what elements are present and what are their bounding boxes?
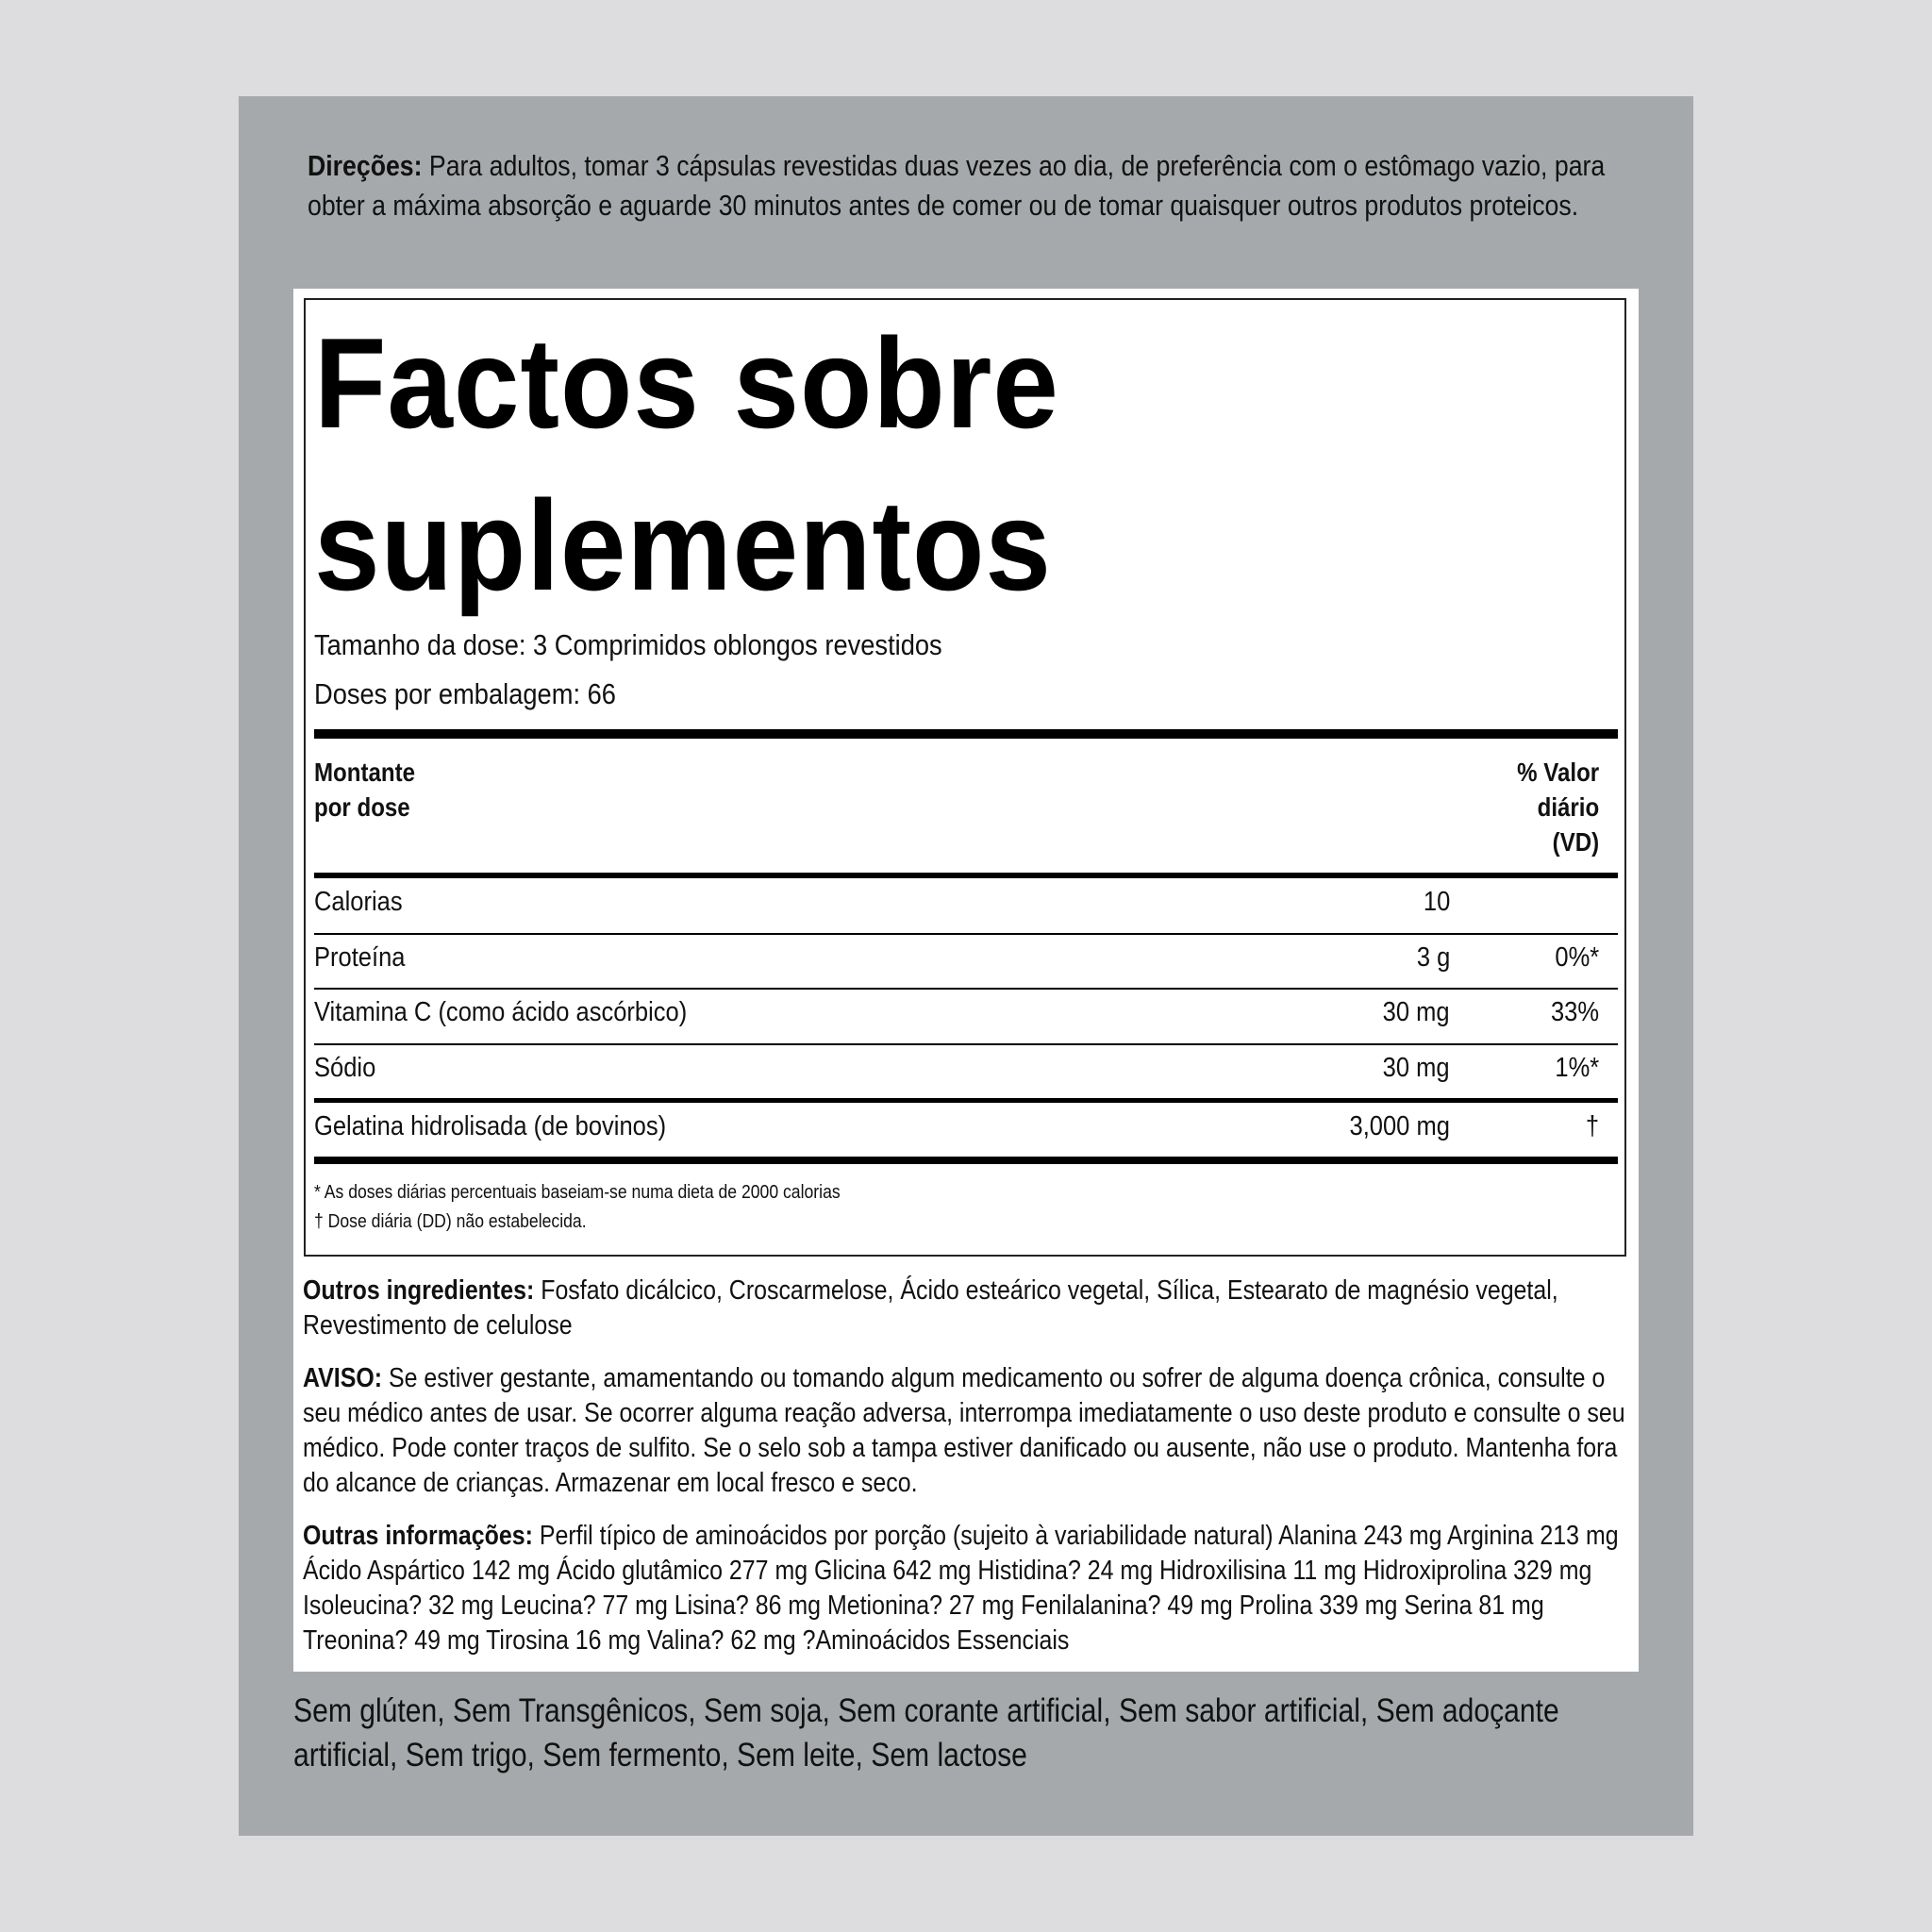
header-left-line1: Montante [314,758,416,787]
row-amount-gelatin: 3,000 mg [1349,1111,1450,1141]
row-label-vitamin-c: Vitamina C (como ácido ascórbico) [314,997,688,1027]
row-label-calories: Calorias [314,887,403,917]
other-ingredients-label: Outros ingredientes: [303,1275,535,1306]
serving-size: Tamanho da dose: 3 Comprimidos oblongos revestidos [314,628,942,661]
directions-body: Para adultos, tomar 3 cápsulas revestidas duas vezes ao dia, de preferência com o estômago vazio, para obter a máxima absorção e aguarde 30 minutos antes de comer ou de tomar quaisquer outros produtos proteicos. [308,149,1606,222]
row-divider [314,988,1618,990]
thick-rule-bottom [314,1157,1618,1164]
directions-text [308,146,1646,225]
other-ingredients [303,1274,1633,1343]
row-dv-protein: 0%* [1555,942,1599,973]
footnote-daily-values: * As doses diárias percentuais baseiam-se numa dieta de 2000 calorias [314,1182,841,1203]
facts-title-line2: suplementos [314,474,1052,617]
other-info [303,1519,1633,1658]
medium-rule [314,1098,1618,1103]
warning [303,1361,1633,1501]
row-dv-vitamin-c: 33% [1550,997,1599,1027]
row-label-sodium: Sódio [314,1053,376,1083]
row-dv-sodium: 1%* [1555,1053,1599,1083]
other-info-label: Outras informações: [303,1521,533,1551]
row-divider [314,1043,1618,1045]
header-left-line2: por dose [314,792,410,822]
other-info-body: Perfil típico de aminoácidos por porção (sujeito à variabilidade natural) Alanina 243 mg Arginina 213 mg Ácido Aspártico 142 mg Ácido glutâmico 277 mg Glicina 642 mg Histidina? 24 mg Hidroxilisina 11 mg Hidroxiprolina 329 mg Isoleucina? 32 mg Leucina? 77 mg Lisina? 86 mg Metionina? 27 mg Fenilalanina? 49 mg Prolina 339 mg Serina 81 mg Treonina? 49 mg Tirosina 16 mg Valina? 62 mg ?Aminoácidos Essenciais [303,1521,1619,1656]
other-ingredients-body: Fosfato dicálcico, Croscarmelose, Ácido esteárico vegetal, Sílica, Estearato de magnésio vegetal, Revestimento de celulose [303,1275,1558,1341]
header-right-line1: % Valor [1516,758,1599,787]
header-right-line3: (VD) [1552,827,1599,857]
row-label-gelatin: Gelatina hidrolisada (de bovinos) [314,1111,667,1141]
daily-value-header [1517,755,1599,859]
row-dv-gelatin: † [1585,1111,1599,1141]
row-amount-sodium: 30 mg [1383,1053,1450,1083]
facts-title-line1: Factos sobre [314,311,1059,455]
thick-rule-header [314,873,1618,878]
row-amount-vitamin-c: 30 mg [1383,997,1450,1027]
amount-per-serving-header [314,755,415,824]
thick-rule-top [314,729,1618,739]
directions-label: Direções: [308,149,423,182]
free-from-claims: Sem glúten, Sem Transgênicos, Sem soja, Sem corante artificial, Sem sabor artificial, Sem adoçante artificial, Sem trigo, Sem fermento, Sem leite, Sem lactose [293,1692,1559,1774]
facts-title [314,302,1059,626]
warning-body: Se estiver gestante, amamentando ou tomando algum medicamento ou sofrer de alguma doença crônica, consulte o seu médico antes de usar. Se ocorrer alguma reação adversa, interrompa imediatamente o uso deste produto e consulte o seu médico. Pode conter traços de sulfito. Se o selo sob a tampa estiver danificado ou ausente, não use o produto. Mantenha fora do alcance de crianças. Armazenar em local fresco e seco. [303,1363,1625,1498]
footnote-dv-not-established: † Dose diária (DD) não estabelecida. [314,1211,587,1232]
row-amount-protein: 3 g [1416,942,1450,973]
row-label-protein: Proteína [314,942,406,973]
header-right-line2: diário [1537,792,1599,822]
warning-label: AVISO: [303,1363,383,1393]
row-amount-calories: 10 [1423,887,1450,917]
servings-per-container: Doses por embalagem: 66 [314,677,616,710]
row-divider [314,933,1618,935]
